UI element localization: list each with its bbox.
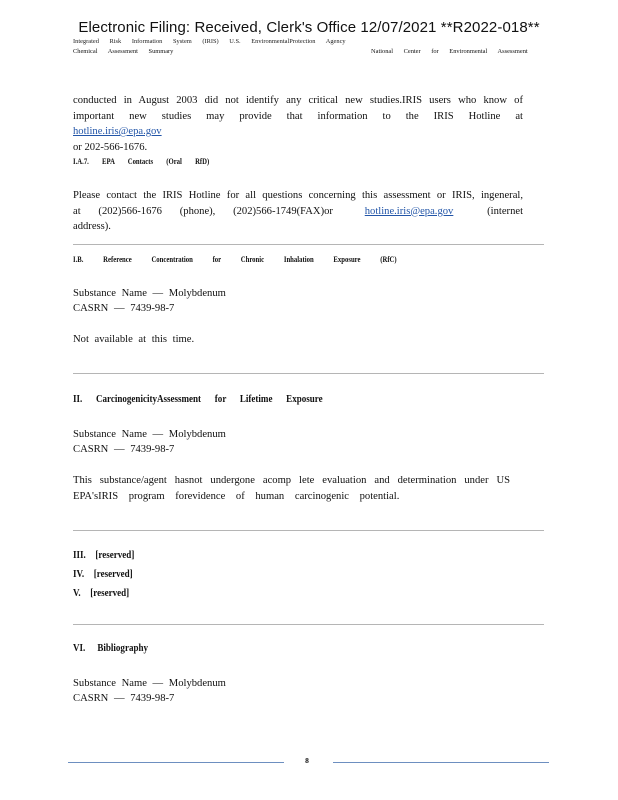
intro-paragraph xyxy=(73,93,523,155)
intro-line-1: conducted in August 2003 did not identify any critical new studies.IRIS users who know of xyxy=(73,95,523,106)
vi-casrn: CASRN — 7439-98-7 xyxy=(73,693,175,704)
page-number: 8 xyxy=(305,756,309,765)
running-header-top: Integrated Risk Information System (IRIS) U.S. EnvironmentalProtection Agency xyxy=(73,38,346,45)
divider-2 xyxy=(73,373,544,374)
section-ia7-paragraph xyxy=(73,188,523,235)
reserved-iii: III. [reserved] xyxy=(73,549,135,561)
footer-rule-right xyxy=(333,762,549,763)
ia7-line-2 xyxy=(73,204,523,235)
ib-substance: Substance Name — Molybdenum xyxy=(73,288,226,299)
section-ib-heading: I.B. Reference Concentration for Chronic Inhalation Exposure (RfC) xyxy=(73,255,397,264)
ia7-line-1: Please contact the IRIS Hotline for all questions concerning this assessment or IRIS, ingeneral, xyxy=(73,190,523,201)
divider-4 xyxy=(73,624,544,625)
running-header-left: Chemical Assessment Summary xyxy=(73,48,174,55)
divider-3 xyxy=(73,530,544,531)
intro-line-2 xyxy=(73,109,523,140)
divider-1 xyxy=(73,244,544,245)
ii-line-1: This substance/agent hasnot undergone acomp lete evaluation and determination under US xyxy=(73,475,510,486)
ia7-line-2-b: (internet address). xyxy=(73,205,524,232)
intro-line-2-text: important new studies may provide that information to the IRIS Hotline at xyxy=(73,110,523,122)
footer-rule-left xyxy=(68,762,284,763)
ii-casrn: CASRN — 7439-98-7 xyxy=(73,444,175,455)
filing-stamp: Electronic Filing: Received, Clerk's Office 12/07/2021 **R2022-018** xyxy=(78,19,540,36)
reserved-v: V. [reserved] xyxy=(73,587,130,599)
section-vi-heading: VI. Bibliography xyxy=(73,642,149,654)
hotline-email-link[interactable]: hotline.iris@epa.gov xyxy=(73,126,162,137)
running-header-right: National Center for Environmental Assessment xyxy=(371,48,528,55)
reserved-iv: IV. [reserved] xyxy=(73,568,133,580)
section-ia7-heading: I.A.7. EPA Contacts (Oral RfD) xyxy=(73,157,210,166)
ib-note: Not available at this time. xyxy=(73,334,195,345)
hotline-email-link-2[interactable]: hotline.iris@epa.gov xyxy=(364,205,454,217)
intro-line-3: or 202-566-1676. xyxy=(73,141,148,153)
ii-substance: Substance Name — Molybdenum xyxy=(73,429,226,440)
section-ii-heading: II. CarcinogenicityAssessment for Lifetime Exposure xyxy=(73,393,323,405)
ii-line-2: EPA'sIRIS program forevidence of human carcinogenic potential. xyxy=(73,490,400,502)
ia7-line-2-a: at (202)566-1676 (phone), (202)566-1749(FAX)or xyxy=(73,205,333,217)
vi-substance: Substance Name — Molybdenum xyxy=(73,678,226,689)
section-ii-paragraph xyxy=(73,473,510,504)
ib-casrn: CASRN — 7439-98-7 xyxy=(73,303,175,314)
